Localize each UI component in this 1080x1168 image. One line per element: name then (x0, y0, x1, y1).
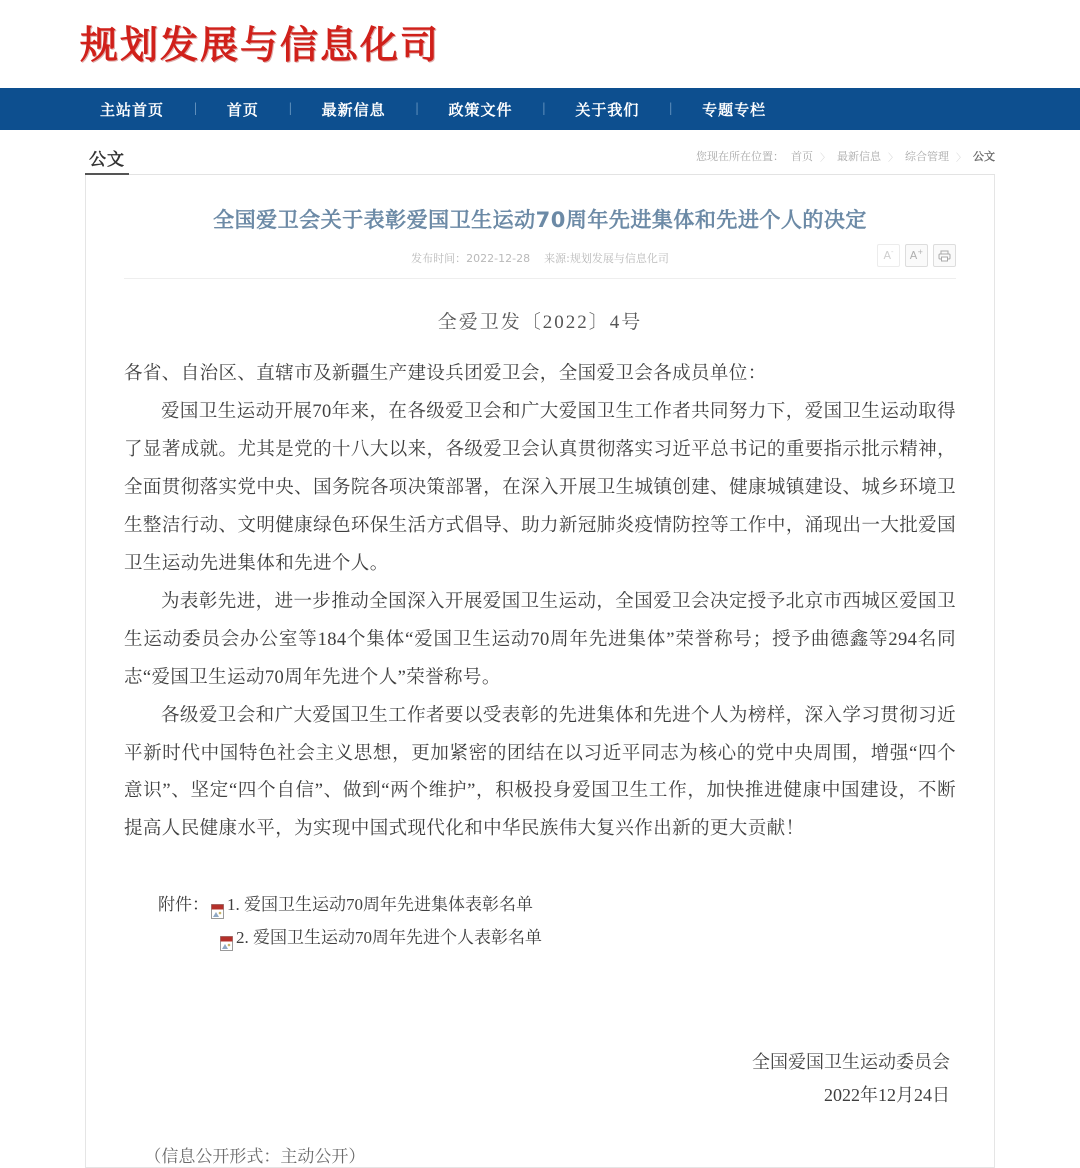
font-increase-sign: + (917, 248, 924, 257)
nav-separator: | (415, 101, 419, 116)
article-meta-text (124, 248, 956, 270)
paragraph-2: 为表彰先进，进一步推动全国深入开展爱国卫生运动，全国爱卫会决定授予北京市西城区爱国卫生运动委员会办公室等184个集体“爱国卫生运动70周年先进集体”荣誉称号；授予曲德鑫等294名同志“爱国卫生运动70周年先进个人”荣誉称号。 (124, 591, 956, 688)
nav-separator: | (288, 101, 292, 116)
breadcrumb-item-home[interactable]: 首页 (791, 150, 813, 163)
page-title: 公文 (85, 145, 129, 175)
nav-separator: | (194, 101, 197, 116)
attachment-link-2[interactable]: 2. 爱国卫生运动70周年先进个人表彰名单 (236, 927, 542, 947)
chevron-right-icon: 〉 (820, 152, 830, 164)
attachment-row (124, 889, 956, 921)
pdf-file-icon (220, 930, 233, 945)
document-body (124, 356, 956, 849)
paragraph-salutation: 各省、自治区、直辖市及新疆生产建设兵团爱卫会，全国爱卫会各成员单位： (124, 364, 767, 385)
document-number: 全爱卫发〔2022〕4号 (437, 312, 643, 334)
paragraph-1: 爱国卫生运动开展70年来，在各级爱卫会和广大爱国卫生工作者共同努力下，爱国卫生运动取得了显著成就。尤其是党的十八大以来，各级爱卫会认真贯彻落实习近平总书记的重要指示批示精神，全面贯彻落实党中央、国务院各项决策部署，在深入开展卫生城镇创建、健康城镇建设、城乡环境卫生整洁行动、文明健康绿色环保生活方式倡导、助力新冠肺炎疫情防控等工作中，涌现出一大批爱国卫生运动先进集体和先进个人。 (124, 402, 956, 574)
source-name: 规划发展与信息化司 (569, 252, 669, 266)
source-label: 来源: (544, 252, 570, 266)
breadcrumb-item-current: 公文 (973, 150, 995, 163)
signature-block (124, 1046, 956, 1113)
chevron-right-icon: 〉 (888, 152, 898, 164)
article-toolbar (877, 244, 956, 267)
publish-time-label: 发布时间： (411, 252, 467, 266)
nav-item-home[interactable]: 首页 (226, 100, 259, 119)
nav-item-about-us[interactable]: 关于我们 (575, 100, 640, 119)
breadcrumb-item-latest-news[interactable]: 最新信息 (837, 150, 881, 163)
article-title: 全国爱卫会关于表彰爱国卫生运动70周年先进集体和先进个人的决定 (213, 208, 867, 232)
nav-item-policy-documents[interactable]: 政策文件 (448, 100, 513, 119)
nav-item-special-columns[interactable]: 专题专栏 (702, 100, 767, 119)
font-decrease-button[interactable] (877, 244, 900, 267)
font-decrease-icon: A (883, 249, 891, 263)
breadcrumb-item-general-management[interactable]: 综合管理 (905, 150, 949, 163)
font-increase-icon: A (909, 249, 918, 263)
nav-separator: | (542, 101, 546, 116)
page-container (85, 130, 995, 1168)
signature-date: 2022年12月24日 (824, 1085, 950, 1106)
font-increase-button[interactable] (905, 244, 928, 267)
attachment-link-1[interactable]: 1. 爱国卫生运动70周年先进集体表彰名单 (227, 895, 533, 915)
breadcrumb-prefix: 您现在所在位置： (696, 150, 784, 163)
paragraph-3: 各级爱卫会和广大爱国卫生工作者要以受表彰的先进集体和先进个人为榜样，深入学习贯彻习近平新时代中国特色社会主义思想，更加紧密的团结在以习近平同志为核心的党中央周围，增强“四个意识”、坚定“四个自信”、做到“两个维护”，积极投身爱国卫生工作，加快推进健康中国建设，不断提高人民健康水平，为实现中国式现代化和中华民族伟大复兴作出新的更大贡献！ (124, 705, 956, 840)
font-decrease-sign: - (891, 248, 894, 257)
nav-item-latest-news[interactable]: 最新信息 (321, 100, 386, 119)
print-button[interactable] (933, 244, 956, 267)
section-header-row (85, 130, 995, 175)
site-header (0, 0, 1080, 88)
article-meta-row (124, 248, 956, 279)
signature-organization: 全国爱国卫生运动委员会 (752, 1051, 950, 1072)
nav-separator: | (669, 101, 673, 116)
breadcrumb (696, 148, 995, 170)
main-navigation (0, 88, 1080, 130)
site-title: 规划发展与信息化司 (80, 23, 441, 67)
pdf-file-icon (211, 898, 224, 913)
attachments-label: 附件： (158, 895, 209, 915)
attachments-block (124, 889, 956, 954)
disclosure-note: （信息公开形式：主动公开） (144, 1147, 366, 1167)
publish-date: 2022-12-28 (466, 252, 531, 266)
printer-icon (938, 250, 951, 262)
article-card (85, 175, 995, 1168)
chevron-right-icon: 〉 (956, 152, 966, 164)
nav-item-main-site-home[interactable]: 主站首页 (100, 100, 165, 119)
attachment-row (124, 922, 956, 954)
